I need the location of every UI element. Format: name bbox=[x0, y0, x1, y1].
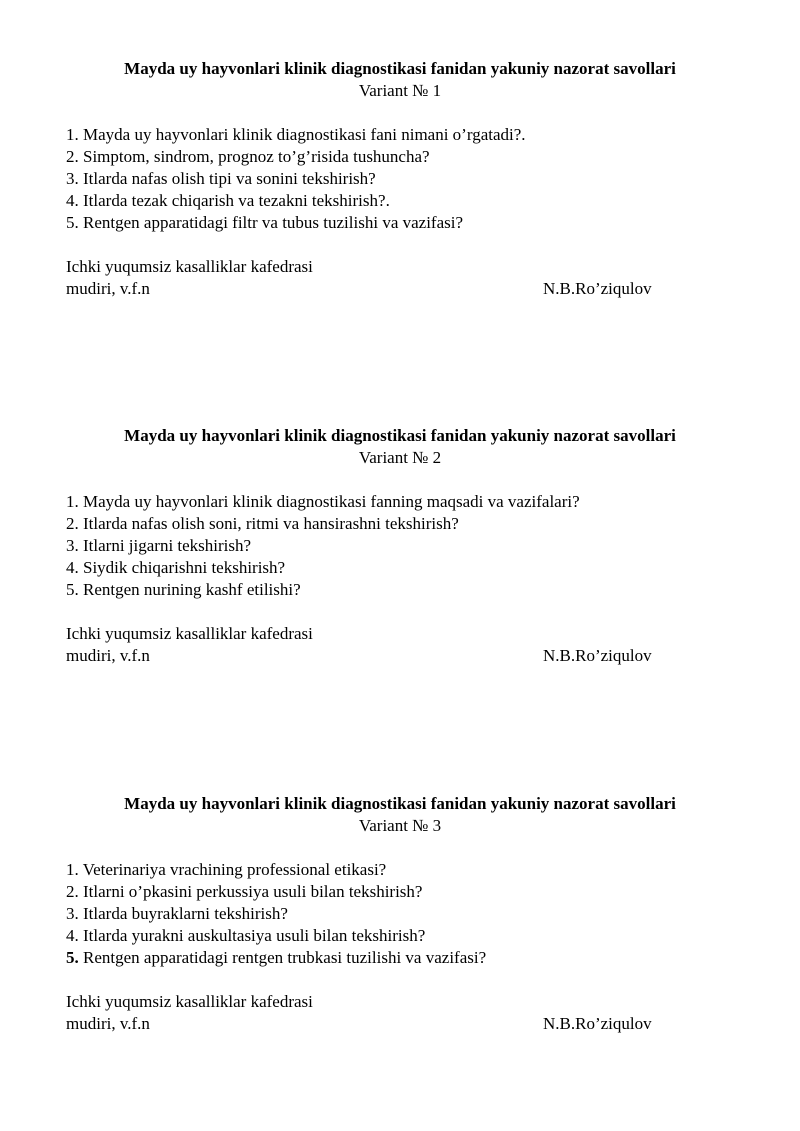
signer-line bbox=[66, 645, 734, 667]
variant-label: Variant № 1 bbox=[358, 81, 442, 100]
variant-label: Variant № 3 bbox=[358, 816, 442, 835]
question-text: Simptom, sindrom, prognoz to’g’risida tushuncha? bbox=[78, 147, 430, 166]
variant-3-block bbox=[66, 793, 734, 1035]
question-number: 3. bbox=[66, 169, 79, 188]
question-text: Rentgen apparatidagi filtr va tubus tuzilishi va vazifasi? bbox=[78, 213, 464, 232]
question-text: Itlarda nafas olish soni, ritmi va hansirashni tekshirish? bbox=[78, 514, 459, 533]
exam-title: Mayda uy hayvonlari klinik diagnostikasi fanidan yakuniy nazorat savollari bbox=[124, 794, 676, 813]
variant-label: Variant № 2 bbox=[358, 448, 442, 467]
question-number: 1. bbox=[66, 492, 79, 511]
exam-title: Mayda uy hayvonlari klinik diagnostikasi fanidan yakuniy nazorat savollari bbox=[124, 426, 676, 445]
variant-2-block bbox=[66, 425, 734, 667]
question-number: 1. bbox=[66, 860, 79, 879]
question-text: Itlarni o’pkasini perkussiya usuli bilan tekshirish? bbox=[78, 882, 423, 901]
question-number: 1. bbox=[66, 125, 79, 144]
question-text: Siydik chiqarishni tekshirish? bbox=[78, 558, 286, 577]
question-item bbox=[66, 168, 734, 190]
question-number: 5. bbox=[66, 580, 79, 599]
question-item bbox=[66, 881, 734, 903]
question-number: 4. bbox=[66, 926, 79, 945]
signature-block bbox=[66, 623, 734, 667]
question-number: 3. bbox=[66, 536, 79, 555]
signer-position: mudiri, v.f.n bbox=[66, 1014, 150, 1033]
department-name: Ichki yuqumsiz kasalliklar kafedrasi bbox=[66, 992, 313, 1011]
signature-block bbox=[66, 991, 734, 1035]
department-line bbox=[66, 991, 734, 1013]
signer-name: N.B.Ro’ziqulov bbox=[543, 279, 652, 298]
department-line bbox=[66, 623, 734, 645]
question-text: Mayda uy hayvonlari klinik diagnostikasi fani nimani o’rgatadi?. bbox=[78, 125, 526, 144]
question-item bbox=[66, 925, 734, 947]
signer-position: mudiri, v.f.n bbox=[66, 279, 150, 298]
question-number: 4. bbox=[66, 558, 79, 577]
signer-line bbox=[66, 278, 734, 300]
question-number: 5. bbox=[66, 948, 79, 967]
signer-line bbox=[66, 1013, 734, 1035]
question-text: Rentgen apparatidagi rentgen trubkasi tuzilishi va vazifasi? bbox=[78, 948, 487, 967]
question-list bbox=[66, 859, 734, 969]
question-text: Itlarda tezak chiqarish va tezakni tekshirish?. bbox=[78, 191, 390, 210]
signature-block bbox=[66, 256, 734, 300]
department-name: Ichki yuqumsiz kasalliklar kafedrasi bbox=[66, 624, 313, 643]
question-text: Veterinariya vrachining professional etikasi? bbox=[78, 860, 387, 879]
question-item bbox=[66, 513, 734, 535]
question-list bbox=[66, 124, 734, 234]
question-item bbox=[66, 491, 734, 513]
question-number: 2. bbox=[66, 147, 79, 166]
department-name: Ichki yuqumsiz kasalliklar kafedrasi bbox=[66, 257, 313, 276]
question-item bbox=[66, 535, 734, 557]
question-item bbox=[66, 146, 734, 168]
question-item bbox=[66, 212, 734, 234]
signer-name: N.B.Ro’ziqulov bbox=[543, 646, 652, 665]
question-item bbox=[66, 947, 734, 969]
signer-name: N.B.Ro’ziqulov bbox=[543, 1014, 652, 1033]
question-number: 4. bbox=[66, 191, 79, 210]
department-line bbox=[66, 256, 734, 278]
question-number: 2. bbox=[66, 882, 79, 901]
question-item bbox=[66, 124, 734, 146]
question-number: 2. bbox=[66, 514, 79, 533]
question-text: Mayda uy hayvonlari klinik diagnostikasi fanning maqsadi va vazifalari? bbox=[78, 492, 580, 511]
variant-1-block bbox=[66, 58, 734, 300]
question-item bbox=[66, 859, 734, 881]
question-text: Itlarda nafas olish tipi va sonini tekshirish? bbox=[78, 169, 376, 188]
question-list bbox=[66, 491, 734, 601]
question-number: 5. bbox=[66, 213, 79, 232]
question-item bbox=[66, 579, 734, 601]
exam-title: Mayda uy hayvonlari klinik diagnostikasi fanidan yakuniy nazorat savollari bbox=[124, 59, 676, 78]
question-text: Rentgen nurining kashf etilishi? bbox=[78, 580, 301, 599]
question-item bbox=[66, 903, 734, 925]
question-text: Itlarni jigarni tekshirish? bbox=[78, 536, 252, 555]
question-text: Itlarda yurakni auskultasiya usuli bilan tekshirish? bbox=[78, 926, 426, 945]
question-text: Itlarda buyraklarni tekshirish? bbox=[78, 904, 288, 923]
question-item bbox=[66, 190, 734, 212]
signer-position: mudiri, v.f.n bbox=[66, 646, 150, 665]
question-number: 3. bbox=[66, 904, 79, 923]
question-item bbox=[66, 557, 734, 579]
